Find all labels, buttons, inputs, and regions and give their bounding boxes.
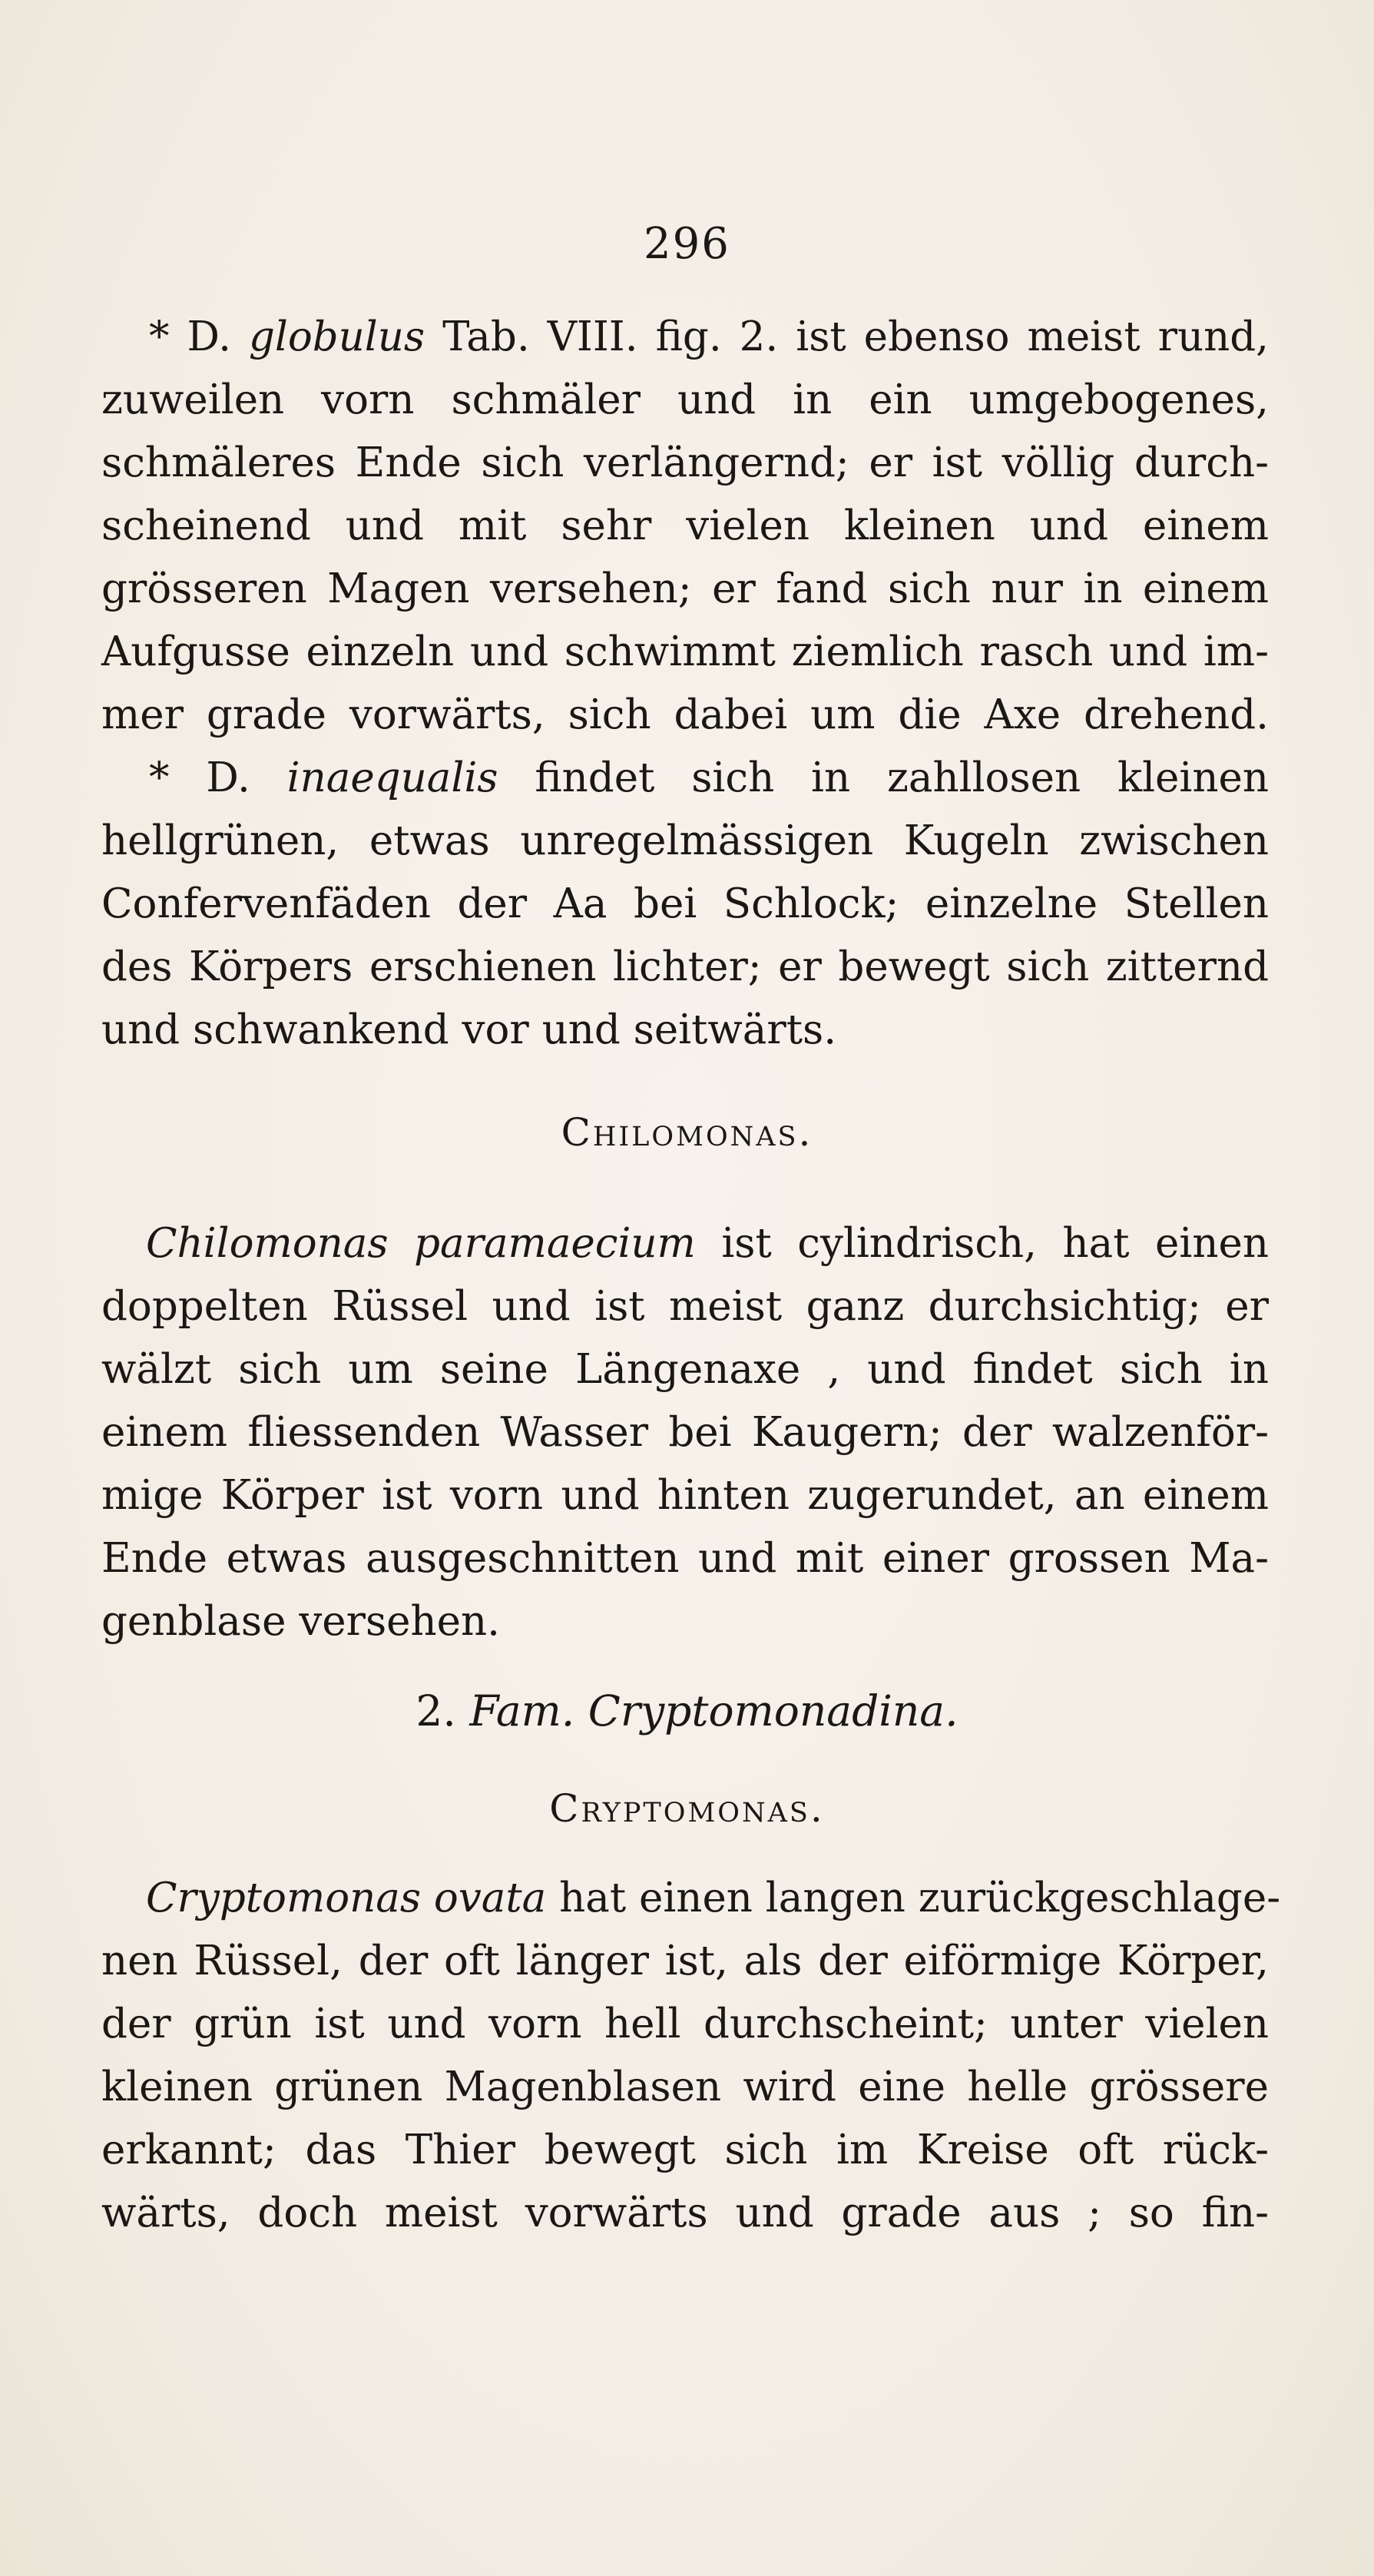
text-line: der grün ist und vorn hell durchscheint; unter vielen bbox=[101, 2001, 1269, 2047]
text-line: mer grade vorwärts, sich dabei um die Axe drehend. bbox=[101, 691, 1269, 738]
text-line: des Körpers erschienen lichter; er bewegt sich zitternd bbox=[101, 943, 1269, 990]
text-line: wälzt sich um seine Längenaxe , und findet sich in bbox=[101, 1346, 1269, 1393]
section-heading-chilomonas: Chilomonas. bbox=[561, 1110, 813, 1155]
text-line: wärts, doch meist vorwärts und grade aus ; so fin- bbox=[101, 2190, 1269, 2236]
text-line: nen Rüssel, der oft länger ist, als der eiförmige Körper, bbox=[101, 1938, 1269, 1984]
section-heading-cryptomonas: Cryptomonas. bbox=[549, 1786, 825, 1831]
paragraph-cryptomonas bbox=[101, 1867, 1281, 2245]
text-line: Cryptomonas ovata hat einen langen zurückgeschlage- bbox=[146, 1875, 1281, 1921]
text-line: hellgrünen, etwas unregelmässigen Kugeln zwischen bbox=[101, 817, 1269, 864]
text-line: Aufgusse einzeln und schwimmt ziemlich rasch und im- bbox=[101, 628, 1269, 675]
text-line: * D. inaequalis findet sich in zahllosen kleinen bbox=[149, 754, 1270, 801]
text-line: doppelten Rüssel und ist meist ganz durchsichtig; er bbox=[101, 1283, 1269, 1330]
paragraph-chilomonas bbox=[101, 1212, 1269, 1653]
text-line: scheinend und mit sehr vielen kleinen und einem bbox=[101, 502, 1269, 549]
text-line: Ende etwas ausgeschnitten und mit einer grossen Ma- bbox=[101, 1535, 1269, 1582]
text-line: und schwankend vor und seitwärts. bbox=[101, 1006, 837, 1053]
page-number: 296 bbox=[644, 219, 730, 269]
paragraph-dinobryon bbox=[101, 306, 1269, 1062]
text-line: zuweilen vorn schmäler und in ein umgebogenes, bbox=[101, 376, 1269, 423]
text-line: genblase versehen. bbox=[101, 1598, 501, 1645]
text-line: kleinen grünen Magenblasen wird eine helle grössere bbox=[101, 2064, 1269, 2110]
text-line: Confervenfäden der Aa bei Schlock; einzelne Stellen bbox=[101, 880, 1269, 927]
family-heading: 2. Fam. Cryptomonadina. bbox=[416, 1686, 958, 1736]
text-line: einem fliessenden Wasser bei Kaugern; der walzenför- bbox=[101, 1409, 1269, 1456]
text-line: Chilomonas paramaecium ist cylindrisch, hat einen bbox=[146, 1220, 1269, 1267]
text-line: schmäleres Ende sich verlängernd; er ist völlig durch- bbox=[101, 439, 1269, 486]
text-line: mige Körper ist vorn und hinten zugerundet, an einem bbox=[101, 1472, 1269, 1519]
text-line: erkannt; das Thier bewegt sich im Kreise oft rück- bbox=[101, 2127, 1269, 2173]
text-line: * D. globulus Tab. VIII. fig. 2. ist ebenso meist rund, bbox=[149, 313, 1269, 360]
text-line: grösseren Magen versehen; er fand sich nur in einem bbox=[101, 565, 1269, 612]
